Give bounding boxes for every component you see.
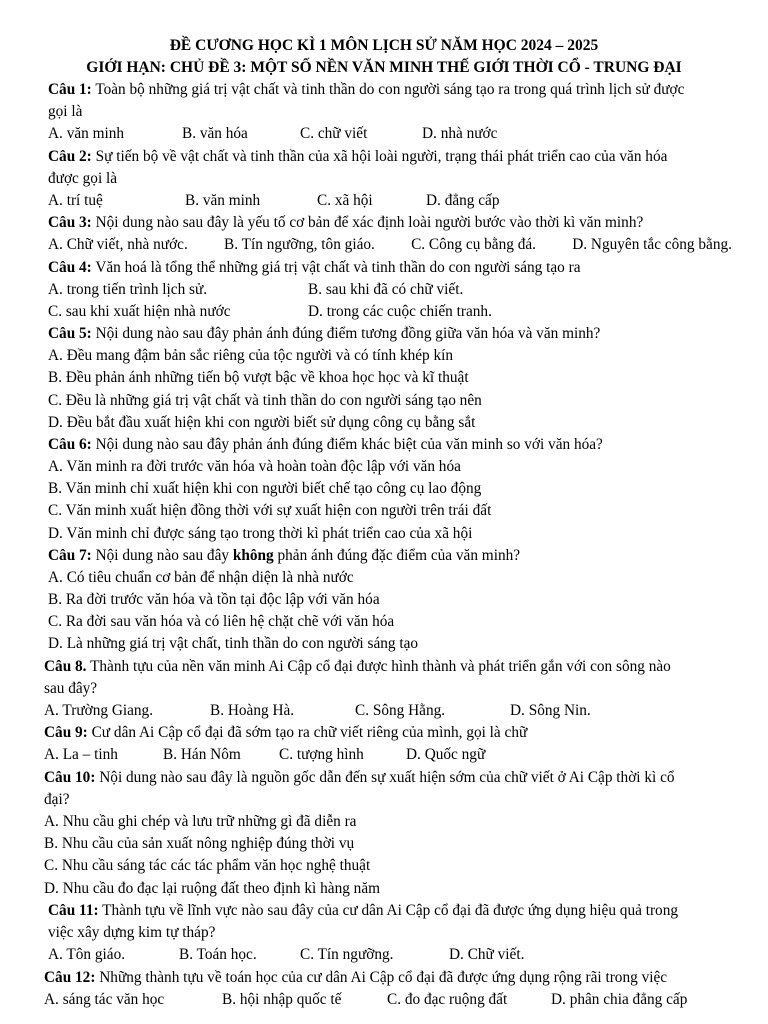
answer-option: D. Nguyên tắc công bằng. <box>572 236 732 253</box>
document-subtitle: GIỚI HẠN: CHỦ ĐỀ 3: MỘT SỐ NỀN VĂN MINH THẾ GIỚI THỜI CỔ - TRUNG ĐẠI <box>86 59 682 76</box>
answer-option: D. Văn minh chỉ được sáng tạo trong thời kì phát triển cao của xã hội <box>48 525 473 542</box>
answer-option: C. Sông Hằng. <box>355 702 446 719</box>
answer-option: B. sau khi đã có chữ viết. <box>308 281 464 298</box>
answer-option: A. Chữ viết, nhà nước. <box>48 236 188 253</box>
question-label: Câu 9: <box>44 724 88 741</box>
answer-option: C. sau khi xuất hiện nhà nước <box>48 303 231 320</box>
answer-option: B. Tín ngưỡng, tôn giáo. <box>224 236 375 253</box>
question-text-continued: đại? <box>44 791 70 808</box>
answer-option: C. chữ viết <box>300 125 368 142</box>
answer-option: A. Nhu cầu ghi chép và lưu trữ những gì đã diễn ra <box>44 813 357 830</box>
answer-option: B. Đều phản ánh những tiến bộ vượt bậc về khoa học học và kĩ thuật <box>48 369 469 386</box>
question-2 <box>48 147 667 167</box>
question-8 <box>44 657 671 677</box>
answer-options-row <box>48 235 732 255</box>
answer-option: B. Hán Nôm <box>163 746 241 763</box>
answer-option: B. Hoàng Hà. <box>210 702 295 719</box>
question-label: Câu 5: <box>48 325 92 342</box>
question-text: Sự tiến bộ về vật chất và tinh thần của xã hội loài người, trạng thái phát triển cao của văn hóa <box>95 148 668 165</box>
question-3 <box>48 213 643 233</box>
answer-option: A. Có tiêu chuẩn cơ bản để nhận diện là nhà nước <box>48 569 354 586</box>
answer-option: A. Văn minh ra đời trước văn hóa và hoàn toàn độc lập với văn hóa <box>48 458 461 475</box>
question-label: Câu 7: <box>48 547 92 564</box>
answer-option: C. Ra đời sau văn hóa và có liên hệ chặt chẽ với văn hóa <box>48 613 395 630</box>
answer-option: D. Quốc ngữ <box>406 746 486 763</box>
answer-option: B. Ra đời trước văn hóa và tồn tại độc lập với văn hóa <box>48 591 380 608</box>
answer-option: A. Trường Giang. <box>44 702 154 719</box>
answer-option: B. văn hóa <box>182 125 248 142</box>
question-text: Thành tựu về lĩnh vực nào sau đây của cư dân Ai Cập cổ đại đã được ứng dụng hiệu quả trong <box>102 902 679 919</box>
answer-option: C. Công cụ bằng đá. <box>411 236 536 253</box>
question-11 <box>48 901 678 921</box>
answer-option: A. Tôn giáo. <box>48 946 126 963</box>
answer-option: A. trí tuệ <box>48 192 103 209</box>
question-4 <box>48 258 581 278</box>
question-text-continued: sau đây? <box>44 680 98 697</box>
question-text: Nội dung nào sau đây là yếu tố cơ bản để xác định loài người bước vào thời kì văn minh? <box>95 214 644 231</box>
question-text-continued: việc xây dựng kim tự tháp? <box>48 924 216 941</box>
answer-option: C. Văn minh xuất hiện đồng thời với sự xuất hiện con người trên trái đất <box>48 502 492 519</box>
question-text: Toàn bộ những giá trị vật chất và tinh thần do con người sáng tạo ra trong quá trình lịch sử được <box>95 81 685 98</box>
question-5 <box>48 324 600 344</box>
question-label: Câu 3: <box>48 214 92 231</box>
answer-option: D. phân chia đẳng cấp <box>551 991 688 1008</box>
question-text: Thành tựu của nền văn minh Ai Cập cổ đại được hình thành và phát triển gắn với con sông nào <box>90 658 671 675</box>
question-label: Câu 2: <box>48 148 92 165</box>
answer-option: C. tượng hình <box>279 746 364 763</box>
answer-option: D. Nhu cầu đo đạc lại ruộng đất theo định kì hàng năm <box>44 880 381 897</box>
answer-option: A. trong tiến trình lịch sử. <box>48 281 208 298</box>
question-label: Câu 8. <box>44 658 87 675</box>
answer-option: D. đẳng cấp <box>426 192 500 209</box>
question-12 <box>44 968 667 988</box>
question-text: Nội dung nào sau đây phản ánh đúng điểm tương đồng giữa văn hóa và văn minh? <box>95 325 601 342</box>
question-text: Văn hoá là tổng thể những giá trị vật chất và tinh thần do con người sáng tạo ra <box>95 259 581 276</box>
answer-option: C. Đều là những giá trị vật chất và tinh thần do con người sáng tạo nên <box>48 392 482 409</box>
answer-option: D. Chữ viết. <box>449 946 525 963</box>
question-emphasis: không <box>232 547 274 564</box>
question-9 <box>44 723 527 743</box>
question-7 <box>48 546 520 566</box>
question-text-continued: được gọi là <box>48 170 118 187</box>
answer-option: C. đo đạc ruộng đất <box>387 991 508 1008</box>
answer-option: A. sáng tác văn học <box>44 991 165 1008</box>
question-label: Câu 4: <box>48 259 92 276</box>
question-text: Nội dung nào sau đây phản ánh đúng điểm khác biệt của văn minh so với văn hóa? <box>95 436 603 453</box>
question-label: Câu 11: <box>48 902 99 919</box>
answer-option: D. nhà nước <box>422 125 498 142</box>
answer-option: B. Nhu cầu của sản xuất nông nghiệp đúng thời vụ <box>44 835 355 852</box>
question-text: Cư dân Ai Cập cổ đại đã sớm tạo ra chữ viết riêng của mình, gọi là chữ <box>91 724 528 741</box>
answer-option: B. Toán học. <box>179 946 257 963</box>
document-title: ĐỀ CƯƠNG HỌC KÌ 1 MÔN LỊCH SỬ NĂM HỌC 2024 – 2025 <box>169 37 599 54</box>
answer-option: C. Nhu cầu sáng tác các tác phẩm văn học nghệ thuật <box>44 857 371 874</box>
question-text-continued: gọi là <box>48 103 83 120</box>
question-text: Nội dung nào sau đây <box>95 547 230 564</box>
answer-option: B. Văn minh chỉ xuất hiện khi con người biết chế tạo công cụ lao động <box>48 480 482 497</box>
answer-option: D. trong các cuộc chiến tranh. <box>308 303 492 320</box>
question-label: Câu 10: <box>44 769 96 786</box>
question-text: Nội dung nào sau đây là nguồn gốc dẫn đến sự xuất hiện sớm của chữ viết ở Ai Cập thời kì cổ <box>99 769 675 786</box>
question-text: Những thành tựu về toán học của cư dân Ai Cập cổ đại đã được ứng dụng rộng rãi trong việc <box>99 969 668 986</box>
answer-option: D. Đều bắt đầu xuất hiện khi con người biết sử dụng công cụ bằng sắt <box>48 414 476 431</box>
answer-option: A. Đều mang đậm bản sắc riêng của tộc người và có tính khép kín <box>48 347 454 364</box>
question-1 <box>48 80 684 100</box>
question-label: Câu 12: <box>44 969 96 986</box>
question-label: Câu 6: <box>48 436 92 453</box>
answer-option: B. văn minh <box>185 192 261 209</box>
answer-option: C. Tín ngưỡng. <box>300 946 394 963</box>
answer-option: A. La – tinh <box>44 746 118 763</box>
answer-option: C. xã hội <box>317 192 373 209</box>
question-10 <box>44 768 675 788</box>
answer-option: B. hội nhập quốc tế <box>222 991 342 1008</box>
answer-option: D. Sông Nin. <box>510 702 591 719</box>
question-6 <box>48 435 603 455</box>
question-label: Câu 1: <box>48 81 92 98</box>
question-text: phản ánh đúng đặc điểm của văn minh? <box>277 547 521 564</box>
answer-option: D. Là những giá trị vật chất, tinh thần do con người sáng tạo <box>48 635 419 652</box>
answer-option: A. văn minh <box>48 125 125 142</box>
